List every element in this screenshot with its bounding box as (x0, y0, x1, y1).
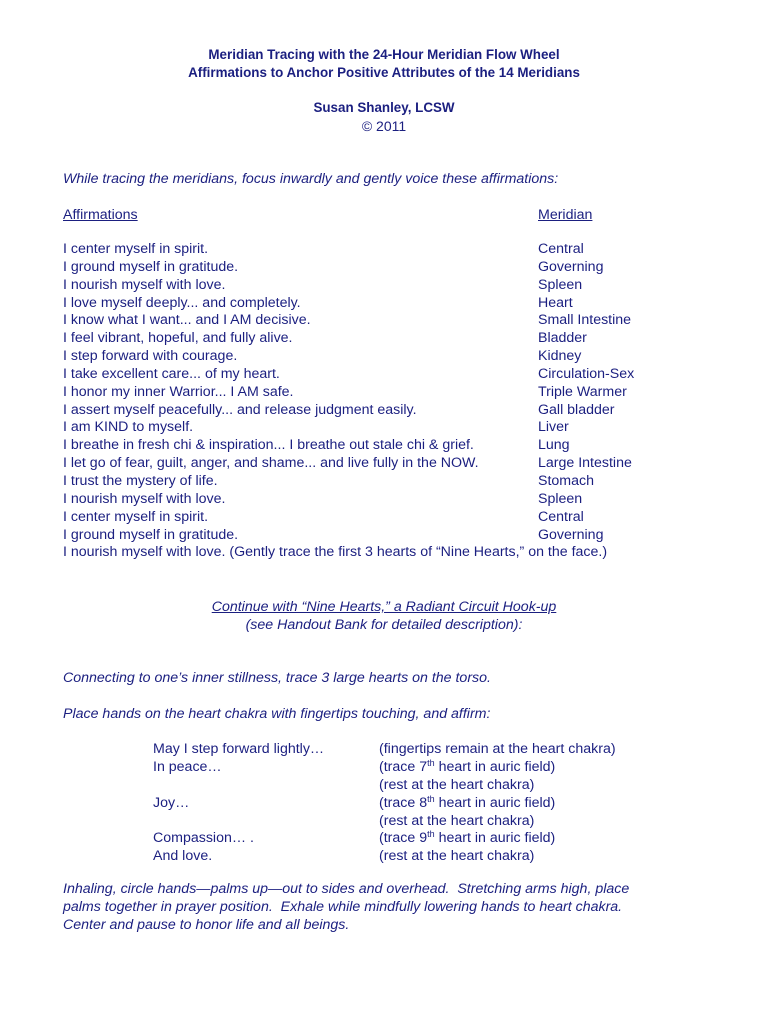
affirmation-text: I assert myself peacefully... and release judgment easily. (63, 401, 417, 418)
heart-affirmation (153, 777, 324, 795)
meridian-name: Kidney (538, 348, 582, 365)
heart-instruction: (trace 7th heart in auric field) (379, 757, 556, 775)
meridian-name: Spleen (538, 276, 583, 293)
meridian-name: Lung (538, 437, 570, 454)
affirmation-text: I nourish myself with love. (Gently trace the first 3 hearts of “Nine Hearts,” on the face.) (63, 544, 608, 561)
meridian-heading: Meridian (538, 207, 593, 223)
affirmation-text: I nourish myself with love. (63, 490, 226, 507)
continue-line-2: (see Handout Bank for detailed description): (245, 617, 523, 633)
meridian-name: Bladder (538, 330, 587, 347)
heart-instruction: (fingertips remain at the heart chakra) (379, 741, 616, 757)
affirmation-text: I feel vibrant, hopeful, and fully alive. (63, 330, 293, 347)
affirmation-text: I ground myself in gratitude. (63, 526, 239, 543)
meridian-name: Stomach (538, 472, 594, 489)
affirmation-text: I breathe in fresh chi & inspiration... I breathe out stale chi & grief. (63, 437, 474, 454)
meridian-name: Central (538, 241, 584, 257)
affirmation-text: I step forward with courage. (63, 348, 238, 365)
heart-affirmation: And love. (153, 848, 213, 865)
place-hands-text: Place hands on the heart chakra with fingertips touching, and affirm: (63, 706, 491, 722)
affirmation-text: I center myself in spirit. (63, 508, 209, 525)
heart-instruction: (trace 9th heart in auric field) (379, 829, 556, 847)
closing-line-1: Inhaling, circle hands—palms up—out to sides and overhead. Stretching arms high, place (63, 881, 630, 897)
heart-instruction: (rest at the heart chakra) (379, 848, 535, 865)
meridian-name: Triple Warmer (538, 383, 627, 400)
meridian-name: Liver (538, 419, 569, 436)
heart-instruction: (rest at the heart chakra) (379, 812, 535, 829)
continue-line-1: Continue with “Nine Hearts,” a Radiant Circuit Hook-up (211, 599, 557, 615)
meridian-name: Central (538, 508, 584, 525)
meridian-name: Governing (538, 258, 604, 275)
affirmation-text: I let go of fear, guilt, anger, and shame... and live fully in the NOW. (63, 455, 479, 472)
affirmation-text: I ground myself in gratitude. (63, 258, 239, 275)
meridian-name (538, 544, 634, 562)
heart-instructions (379, 741, 616, 866)
title-line-2: Affirmations to Anchor Positive Attributes of the 14 Meridians (188, 65, 580, 80)
author: Susan Shanley, LCSW (313, 100, 455, 115)
closing-line-2: palms together in prayer position. Exhale while mindfully lowering hands to heart chakra. (63, 899, 623, 915)
affirmation-text: I love myself deeply... and completely. (63, 294, 301, 311)
intro-text: While tracing the meridians, focus inwardly and gently voice these affirmations: (63, 171, 559, 187)
heart-affirmation: Compassion… . (153, 830, 254, 847)
affirmation-text: I trust the mystery of life. (63, 472, 218, 489)
meridian-name: Governing (538, 526, 604, 543)
heart-affirmation: Joy… (153, 794, 190, 811)
heart-affirmation (153, 813, 324, 831)
affirmation-list (63, 241, 607, 562)
connecting-text: Connecting to one’s inner stillness, trace 3 large hearts on the torso. (63, 670, 491, 686)
heart-instruction: (trace 8th heart in auric field) (379, 793, 556, 811)
meridian-list (538, 241, 634, 562)
copyright: © 2011 (361, 118, 407, 134)
affirmations-heading: Affirmations (63, 207, 138, 223)
affirmation-text: I center myself in spirit. (63, 241, 209, 257)
heart-affirmation: In peace… (153, 758, 222, 775)
meridian-name: Heart (538, 294, 573, 311)
closing-line-3: Center and pause to honor life and all beings. (63, 917, 350, 933)
affirmation-text: I honor my inner Warrior... I AM safe. (63, 383, 294, 400)
meridian-name: Spleen (538, 490, 583, 507)
heart-affirmation: May I step forward lightly… (153, 741, 325, 757)
affirmation-text: I am KIND to myself. (63, 419, 194, 436)
affirmation-text: I take excellent care... of my heart. (63, 365, 280, 382)
meridian-name: Gall bladder (538, 401, 615, 418)
meridian-name: Large Intestine (538, 455, 632, 472)
heart-affirmations (153, 741, 324, 866)
meridian-name: Small Intestine (538, 312, 632, 329)
affirmation-text: I nourish myself with love. (63, 276, 226, 293)
heart-instruction: (rest at the heart chakra) (379, 776, 535, 793)
meridian-name: Circulation-Sex (538, 365, 635, 382)
affirmation-text: I know what I want... and I AM decisive. (63, 312, 311, 329)
title-line-1: Meridian Tracing with the 24-Hour Meridian Flow Wheel (208, 47, 560, 62)
